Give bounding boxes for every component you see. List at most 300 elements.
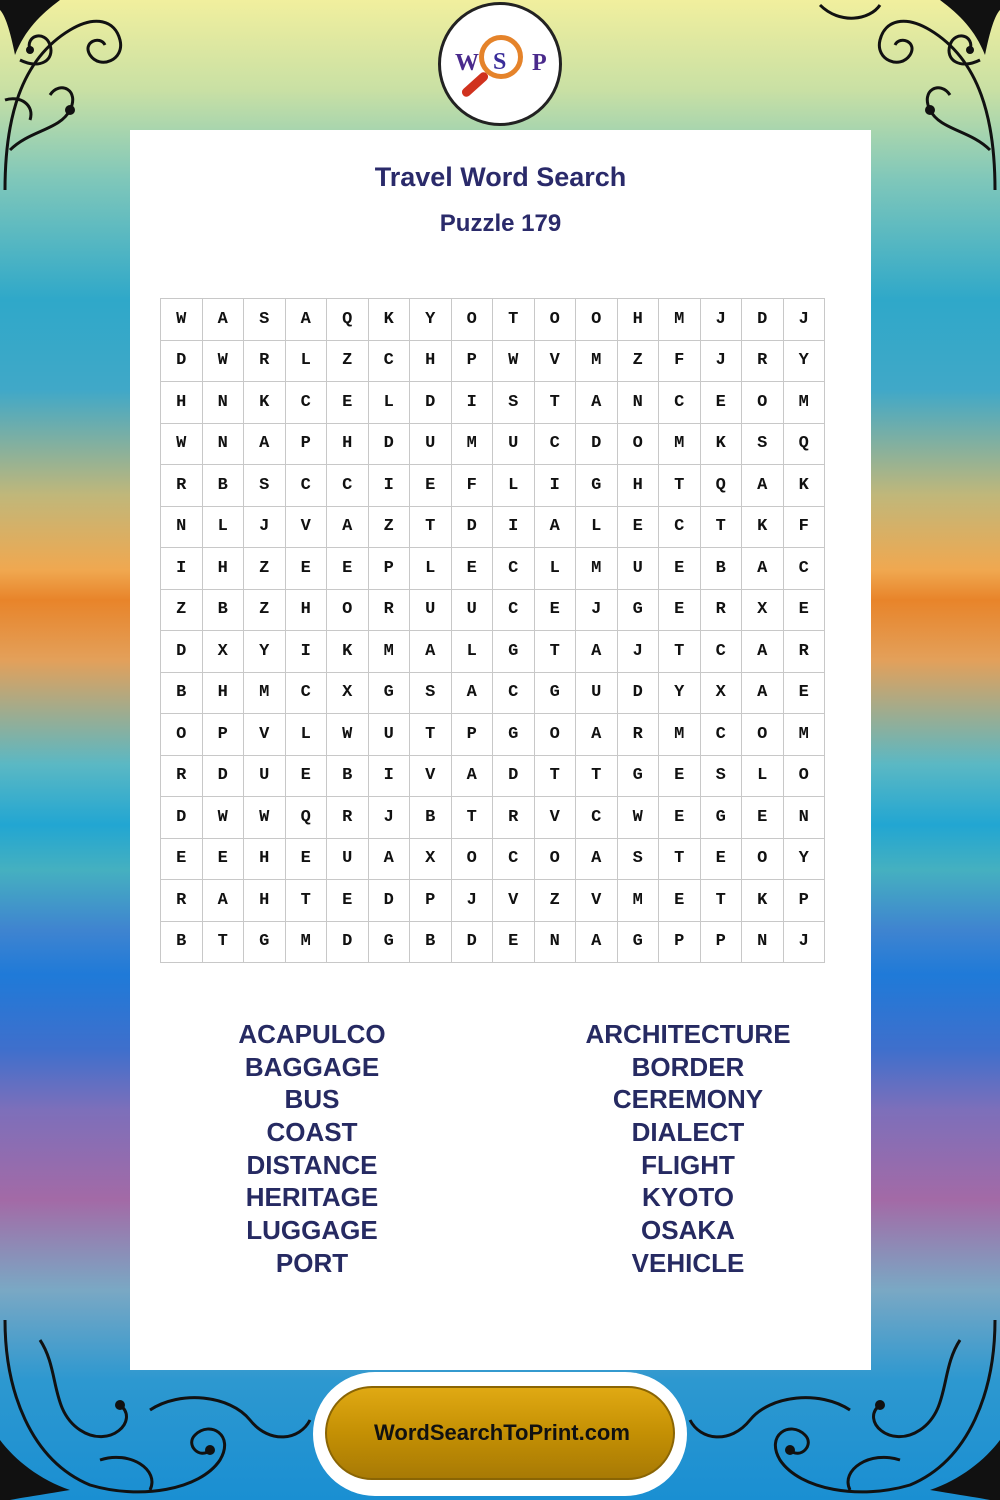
grid-cell[interactable]: W (617, 797, 659, 839)
grid-cell[interactable]: A (576, 382, 618, 424)
grid-cell[interactable]: H (202, 548, 244, 590)
grid-cell[interactable]: A (576, 714, 618, 756)
grid-cell[interactable]: B (202, 465, 244, 507)
grid-row (161, 465, 825, 507)
grid-cell[interactable]: P (700, 921, 742, 963)
grid-cell[interactable]: D (327, 921, 369, 963)
grid-cell[interactable]: R (161, 880, 203, 922)
grid-cell[interactable]: W (161, 299, 203, 341)
grid-cell[interactable]: G (244, 921, 286, 963)
grid-cell[interactable]: B (202, 589, 244, 631)
grid-cell[interactable]: O (783, 755, 825, 797)
grid-cell[interactable]: B (410, 921, 452, 963)
grid-cell[interactable]: R (244, 340, 286, 382)
grid-cell[interactable]: C (285, 672, 327, 714)
grid-cell[interactable]: D (451, 921, 493, 963)
website-label: WordSearchToPrint.com (374, 1420, 630, 1445)
grid-cell[interactable]: X (327, 672, 369, 714)
grid-cell[interactable]: G (617, 921, 659, 963)
grid-cell[interactable]: O (576, 299, 618, 341)
grid-cell[interactable]: U (410, 423, 452, 465)
grid-row (161, 921, 825, 963)
word-item: DISTANCE (246, 1149, 378, 1180)
grid-cell[interactable]: E (783, 589, 825, 631)
grid-cell[interactable]: Y (244, 631, 286, 673)
grid-cell[interactable]: M (617, 880, 659, 922)
grid-cell[interactable]: S (700, 755, 742, 797)
grid-cell[interactable]: P (451, 714, 493, 756)
grid-cell[interactable]: V (285, 506, 327, 548)
grid-cell[interactable]: J (783, 921, 825, 963)
grid-cell[interactable]: U (327, 838, 369, 880)
grid-cell[interactable]: W (202, 340, 244, 382)
grid-cell[interactable]: N (161, 506, 203, 548)
grid-cell[interactable]: V (534, 340, 576, 382)
word-item: HERITAGE (245, 1182, 379, 1213)
grid-cell[interactable]: A (742, 465, 784, 507)
grid-cell[interactable]: E (700, 838, 742, 880)
grid-cell[interactable]: Z (617, 340, 659, 382)
grid-cell[interactable]: D (742, 299, 784, 341)
grid-cell[interactable]: T (700, 880, 742, 922)
grid-cell[interactable]: G (493, 714, 535, 756)
grid-cell[interactable]: T (202, 921, 244, 963)
grid-cell[interactable]: E (327, 880, 369, 922)
grid-cell[interactable]: L (534, 548, 576, 590)
word-item: FLIGHT (641, 1149, 735, 1180)
grid-cell[interactable]: E (659, 548, 701, 590)
grid-cell[interactable]: R (327, 797, 369, 839)
grid-cell[interactable]: Z (534, 880, 576, 922)
grid-cell[interactable]: E (285, 755, 327, 797)
grid-cell[interactable]: O (742, 838, 784, 880)
grid-cell[interactable]: Z (327, 340, 369, 382)
grid-cell[interactable]: R (493, 797, 535, 839)
grid-cell[interactable]: C (493, 548, 535, 590)
grid-cell[interactable]: N (534, 921, 576, 963)
grid-row (161, 423, 825, 465)
grid-cell[interactable]: E (659, 880, 701, 922)
grid-cell[interactable]: N (202, 382, 244, 424)
grid-cell[interactable]: R (700, 589, 742, 631)
grid-cell[interactable]: W (327, 714, 369, 756)
word-item: CEREMONY (612, 1084, 764, 1115)
grid-cell[interactable]: F (783, 506, 825, 548)
grid-cell[interactable]: T (534, 631, 576, 673)
grid-cell[interactable]: L (202, 506, 244, 548)
word-item: KYOTO (642, 1182, 734, 1213)
grid-cell[interactable]: T (659, 465, 701, 507)
grid-cell[interactable]: C (700, 631, 742, 673)
grid-cell[interactable]: P (451, 340, 493, 382)
grid-cell[interactable]: B (327, 755, 369, 797)
word-list-left-column (162, 1018, 462, 1280)
grid-cell[interactable]: S (244, 465, 286, 507)
grid-cell[interactable]: K (742, 880, 784, 922)
grid-cell[interactable]: L (285, 714, 327, 756)
grid-cell[interactable]: C (368, 340, 410, 382)
grid-cell[interactable]: W (161, 423, 203, 465)
grid-cell[interactable]: U (576, 672, 618, 714)
grid-cell[interactable]: D (202, 755, 244, 797)
grid-cell[interactable]: W (244, 797, 286, 839)
grid-cell[interactable]: M (659, 423, 701, 465)
grid-cell[interactable]: R (783, 631, 825, 673)
grid-cell[interactable]: T (451, 797, 493, 839)
grid-cell[interactable]: H (244, 838, 286, 880)
grid-cell[interactable]: Y (783, 838, 825, 880)
grid-cell[interactable]: G (534, 672, 576, 714)
grid-cell[interactable]: A (742, 672, 784, 714)
grid-row (161, 506, 825, 548)
grid-cell[interactable]: A (534, 506, 576, 548)
grid-cell[interactable]: C (534, 423, 576, 465)
grid-row (161, 797, 825, 839)
grid-cell[interactable]: K (244, 382, 286, 424)
puzzle-card (130, 130, 871, 1370)
grid-cell[interactable]: K (700, 423, 742, 465)
grid-cell[interactable]: W (202, 797, 244, 839)
grid-cell[interactable]: O (161, 714, 203, 756)
grid-cell[interactable]: C (493, 838, 535, 880)
grid-cell[interactable]: J (576, 589, 618, 631)
grid-cell[interactable]: D (161, 797, 203, 839)
grid-cell[interactable]: A (451, 755, 493, 797)
grid-cell[interactable]: G (700, 797, 742, 839)
grid-cell[interactable]: L (410, 548, 452, 590)
grid-cell[interactable]: G (493, 631, 535, 673)
grid-cell[interactable]: D (576, 423, 618, 465)
grid-cell[interactable]: E (327, 548, 369, 590)
grid-cell[interactable]: B (700, 548, 742, 590)
puzzle-number: Puzzle 179 (439, 210, 562, 237)
grid-cell[interactable]: T (534, 382, 576, 424)
corner-ornament-top-left (0, 0, 130, 200)
grid-cell[interactable]: G (576, 465, 618, 507)
grid-row (161, 299, 825, 341)
grid-cell[interactable]: I (451, 382, 493, 424)
grid-cell[interactable]: T (493, 299, 535, 341)
grid-cell[interactable]: Y (659, 672, 701, 714)
grid-cell[interactable]: K (742, 506, 784, 548)
grid-cell[interactable]: M (576, 548, 618, 590)
word-item: BUS (284, 1084, 340, 1115)
grid-cell[interactable]: M (783, 382, 825, 424)
grid-cell[interactable]: P (368, 548, 410, 590)
grid-cell[interactable]: S (493, 382, 535, 424)
grid-cell[interactable]: Q (700, 465, 742, 507)
grid-cell[interactable]: H (202, 672, 244, 714)
word-item: ARCHITECTURE (585, 1019, 791, 1049)
grid-cell[interactable]: D (617, 672, 659, 714)
website-button[interactable] (325, 1386, 675, 1480)
grid-cell[interactable]: A (742, 548, 784, 590)
grid-cell[interactable]: C (783, 548, 825, 590)
grid-cell[interactable]: C (493, 589, 535, 631)
grid-cell[interactable]: O (534, 714, 576, 756)
grid-cell[interactable]: C (659, 382, 701, 424)
grid-cell[interactable]: J (244, 506, 286, 548)
grid-cell[interactable]: R (161, 465, 203, 507)
grid-cell[interactable]: A (576, 921, 618, 963)
grid-cell[interactable]: E (493, 921, 535, 963)
grid-cell[interactable]: A (202, 299, 244, 341)
grid-cell[interactable]: V (410, 755, 452, 797)
grid-cell[interactable]: E (659, 755, 701, 797)
grid-cell[interactable]: X (700, 672, 742, 714)
grid-cell[interactable]: V (576, 880, 618, 922)
grid-cell[interactable]: H (244, 880, 286, 922)
grid-cell[interactable]: I (493, 506, 535, 548)
grid-cell[interactable]: Z (368, 506, 410, 548)
grid-cell[interactable]: F (451, 465, 493, 507)
grid-cell[interactable]: D (410, 382, 452, 424)
grid-cell[interactable]: A (451, 672, 493, 714)
grid-cell[interactable]: C (285, 382, 327, 424)
grid-cell[interactable]: H (161, 382, 203, 424)
grid-cell[interactable]: E (410, 465, 452, 507)
grid-cell[interactable]: T (410, 506, 452, 548)
word-item: PORT (275, 1247, 349, 1278)
wsp-logo[interactable] (438, 2, 562, 126)
word-item: LUGGAGE (246, 1215, 378, 1246)
grid-cell[interactable]: I (161, 548, 203, 590)
word-item: ACAPULCO (238, 1019, 386, 1049)
word-list-right-column (538, 1018, 838, 1280)
grid-row (161, 382, 825, 424)
grid-cell[interactable]: O (451, 838, 493, 880)
grid-cell[interactable]: D (451, 506, 493, 548)
grid-cell[interactable]: D (368, 423, 410, 465)
grid-cell[interactable]: P (202, 714, 244, 756)
grid-cell[interactable]: B (410, 797, 452, 839)
grid-cell[interactable]: I (368, 465, 410, 507)
grid-cell[interactable]: J (783, 299, 825, 341)
grid-cell[interactable]: D (368, 880, 410, 922)
grid-cell[interactable]: N (617, 382, 659, 424)
grid-cell[interactable]: C (659, 506, 701, 548)
logo-letter-p: P (532, 50, 547, 76)
grid-cell[interactable]: W (493, 340, 535, 382)
grid-cell[interactable]: O (742, 714, 784, 756)
page-title: Travel Word Search (374, 162, 627, 192)
grid-cell[interactable]: Q (783, 423, 825, 465)
grid-cell[interactable]: E (534, 589, 576, 631)
grid-cell[interactable]: I (368, 755, 410, 797)
grid-cell[interactable]: X (742, 589, 784, 631)
grid-cell[interactable]: D (161, 631, 203, 673)
grid-cell[interactable]: A (327, 506, 369, 548)
grid-cell[interactable]: T (659, 631, 701, 673)
grid-cell[interactable]: C (285, 465, 327, 507)
grid-cell[interactable]: L (285, 340, 327, 382)
word-item: VEHICLE (631, 1247, 745, 1278)
grid-cell[interactable]: J (617, 631, 659, 673)
word-item: OSAKA (641, 1215, 735, 1246)
grid-cell[interactable]: L (576, 506, 618, 548)
grid-cell[interactable]: E (617, 506, 659, 548)
grid-cell[interactable]: M (368, 631, 410, 673)
grid-cell[interactable]: A (576, 838, 618, 880)
grid-cell[interactable]: N (783, 797, 825, 839)
grid-cell[interactable]: B (161, 672, 203, 714)
grid-cell[interactable]: M (659, 299, 701, 341)
grid-cell[interactable]: A (285, 299, 327, 341)
grid-cell[interactable]: T (576, 755, 618, 797)
grid-cell[interactable]: G (368, 672, 410, 714)
grid-row (161, 838, 825, 880)
grid-cell[interactable]: D (161, 340, 203, 382)
grid-cell[interactable]: J (451, 880, 493, 922)
grid-cell[interactable]: F (659, 340, 701, 382)
grid-cell[interactable]: A (576, 631, 618, 673)
grid-cell[interactable]: H (327, 423, 369, 465)
grid-cell[interactable]: L (368, 382, 410, 424)
grid-cell[interactable]: H (617, 465, 659, 507)
grid-cell[interactable]: C (327, 465, 369, 507)
grid-cell[interactable]: O (327, 589, 369, 631)
grid-cell[interactable]: Y (410, 299, 452, 341)
grid-cell[interactable]: R (742, 340, 784, 382)
grid-row (161, 631, 825, 673)
grid-cell[interactable]: Q (327, 299, 369, 341)
grid-cell[interactable]: C (576, 797, 618, 839)
grid-cell[interactable]: H (410, 340, 452, 382)
grid-cell[interactable]: E (451, 548, 493, 590)
grid-cell[interactable]: J (700, 340, 742, 382)
grid-cell[interactable]: L (742, 755, 784, 797)
grid-cell[interactable]: M (244, 672, 286, 714)
word-item: COAST (266, 1117, 358, 1148)
grid-cell[interactable]: V (493, 880, 535, 922)
grid-cell[interactable]: O (534, 299, 576, 341)
word-search-grid (160, 298, 825, 963)
word-item: BAGGAGE (244, 1051, 380, 1082)
grid-cell[interactable]: D (493, 755, 535, 797)
grid-cell[interactable]: T (534, 755, 576, 797)
grid-cell[interactable]: T (700, 506, 742, 548)
grid-cell[interactable]: P (783, 880, 825, 922)
grid-cell[interactable]: P (659, 921, 701, 963)
grid-cell[interactable]: G (368, 921, 410, 963)
grid-cell[interactable]: U (244, 755, 286, 797)
grid-cell[interactable]: E (742, 797, 784, 839)
grid-cell[interactable]: N (202, 423, 244, 465)
grid-cell[interactable]: M (783, 714, 825, 756)
grid-cell[interactable]: M (285, 921, 327, 963)
grid-cell[interactable]: V (244, 714, 286, 756)
grid-cell[interactable]: Z (161, 589, 203, 631)
grid-cell[interactable]: A (244, 423, 286, 465)
grid-cell[interactable]: G (617, 589, 659, 631)
grid-cell[interactable]: A (410, 631, 452, 673)
word-item: DIALECT (631, 1117, 745, 1148)
grid-cell[interactable]: E (161, 838, 203, 880)
grid-cell[interactable]: O (534, 838, 576, 880)
grid-cell[interactable]: H (285, 589, 327, 631)
grid-cell[interactable]: Z (244, 589, 286, 631)
grid-cell[interactable]: E (285, 548, 327, 590)
grid-cell[interactable]: J (368, 797, 410, 839)
grid-cell[interactable]: U (617, 548, 659, 590)
grid-cell[interactable]: P (410, 880, 452, 922)
grid-cell[interactable]: R (368, 589, 410, 631)
grid-cell[interactable]: A (202, 880, 244, 922)
grid-cell[interactable]: Y (783, 340, 825, 382)
grid-cell[interactable]: C (700, 714, 742, 756)
logo-letter-s: S (493, 49, 507, 75)
grid-row (161, 589, 825, 631)
grid-cell[interactable]: L (493, 465, 535, 507)
grid-cell[interactable]: E (659, 797, 701, 839)
grid-cell[interactable]: B (161, 921, 203, 963)
grid-cell[interactable]: Z (244, 548, 286, 590)
grid-cell[interactable]: Q (285, 797, 327, 839)
grid-row (161, 548, 825, 590)
grid-cell[interactable]: O (742, 382, 784, 424)
grid-cell[interactable]: O (617, 423, 659, 465)
grid-cell[interactable]: K (368, 299, 410, 341)
grid-cell[interactable]: E (783, 672, 825, 714)
logo-letter-w: W (455, 50, 479, 76)
grid-cell[interactable]: E (659, 589, 701, 631)
grid-cell[interactable]: P (285, 423, 327, 465)
grid-cell[interactable]: M (576, 340, 618, 382)
grid-cell[interactable]: S (244, 299, 286, 341)
grid-cell[interactable]: C (493, 672, 535, 714)
grid-cell[interactable]: E (285, 838, 327, 880)
grid-cell[interactable]: O (451, 299, 493, 341)
grid-cell[interactable]: L (451, 631, 493, 673)
grid-row (161, 880, 825, 922)
grid-cell[interactable]: M (451, 423, 493, 465)
grid-cell[interactable]: T (659, 838, 701, 880)
grid-cell[interactable]: M (659, 714, 701, 756)
grid-cell[interactable]: K (327, 631, 369, 673)
grid-row (161, 672, 825, 714)
grid-cell[interactable]: X (410, 838, 452, 880)
grid-cell[interactable]: V (534, 797, 576, 839)
grid-row (161, 755, 825, 797)
grid-cell[interactable]: E (700, 382, 742, 424)
grid-cell[interactable]: X (202, 631, 244, 673)
grid-cell[interactable]: N (742, 921, 784, 963)
grid-cell[interactable]: S (617, 838, 659, 880)
grid-cell[interactable]: J (700, 299, 742, 341)
grid-cell[interactable]: I (285, 631, 327, 673)
grid-cell[interactable]: U (493, 423, 535, 465)
grid-cell[interactable]: U (451, 589, 493, 631)
grid-cell[interactable]: E (202, 838, 244, 880)
grid-row (161, 340, 825, 382)
grid-cell[interactable]: A (368, 838, 410, 880)
grid-cell[interactable]: R (617, 714, 659, 756)
grid-cell[interactable]: U (410, 589, 452, 631)
grid-cell[interactable]: T (285, 880, 327, 922)
grid-cell[interactable]: K (783, 465, 825, 507)
grid-cell[interactable]: G (617, 755, 659, 797)
grid-cell[interactable]: U (368, 714, 410, 756)
grid-cell[interactable]: S (410, 672, 452, 714)
grid-cell[interactable]: S (742, 423, 784, 465)
grid-cell[interactable]: T (410, 714, 452, 756)
grid-cell[interactable]: R (161, 755, 203, 797)
grid-cell[interactable]: A (742, 631, 784, 673)
grid-cell[interactable]: I (534, 465, 576, 507)
grid-cell[interactable]: E (327, 382, 369, 424)
word-item: BORDER (631, 1051, 745, 1082)
grid-cell[interactable]: H (617, 299, 659, 341)
